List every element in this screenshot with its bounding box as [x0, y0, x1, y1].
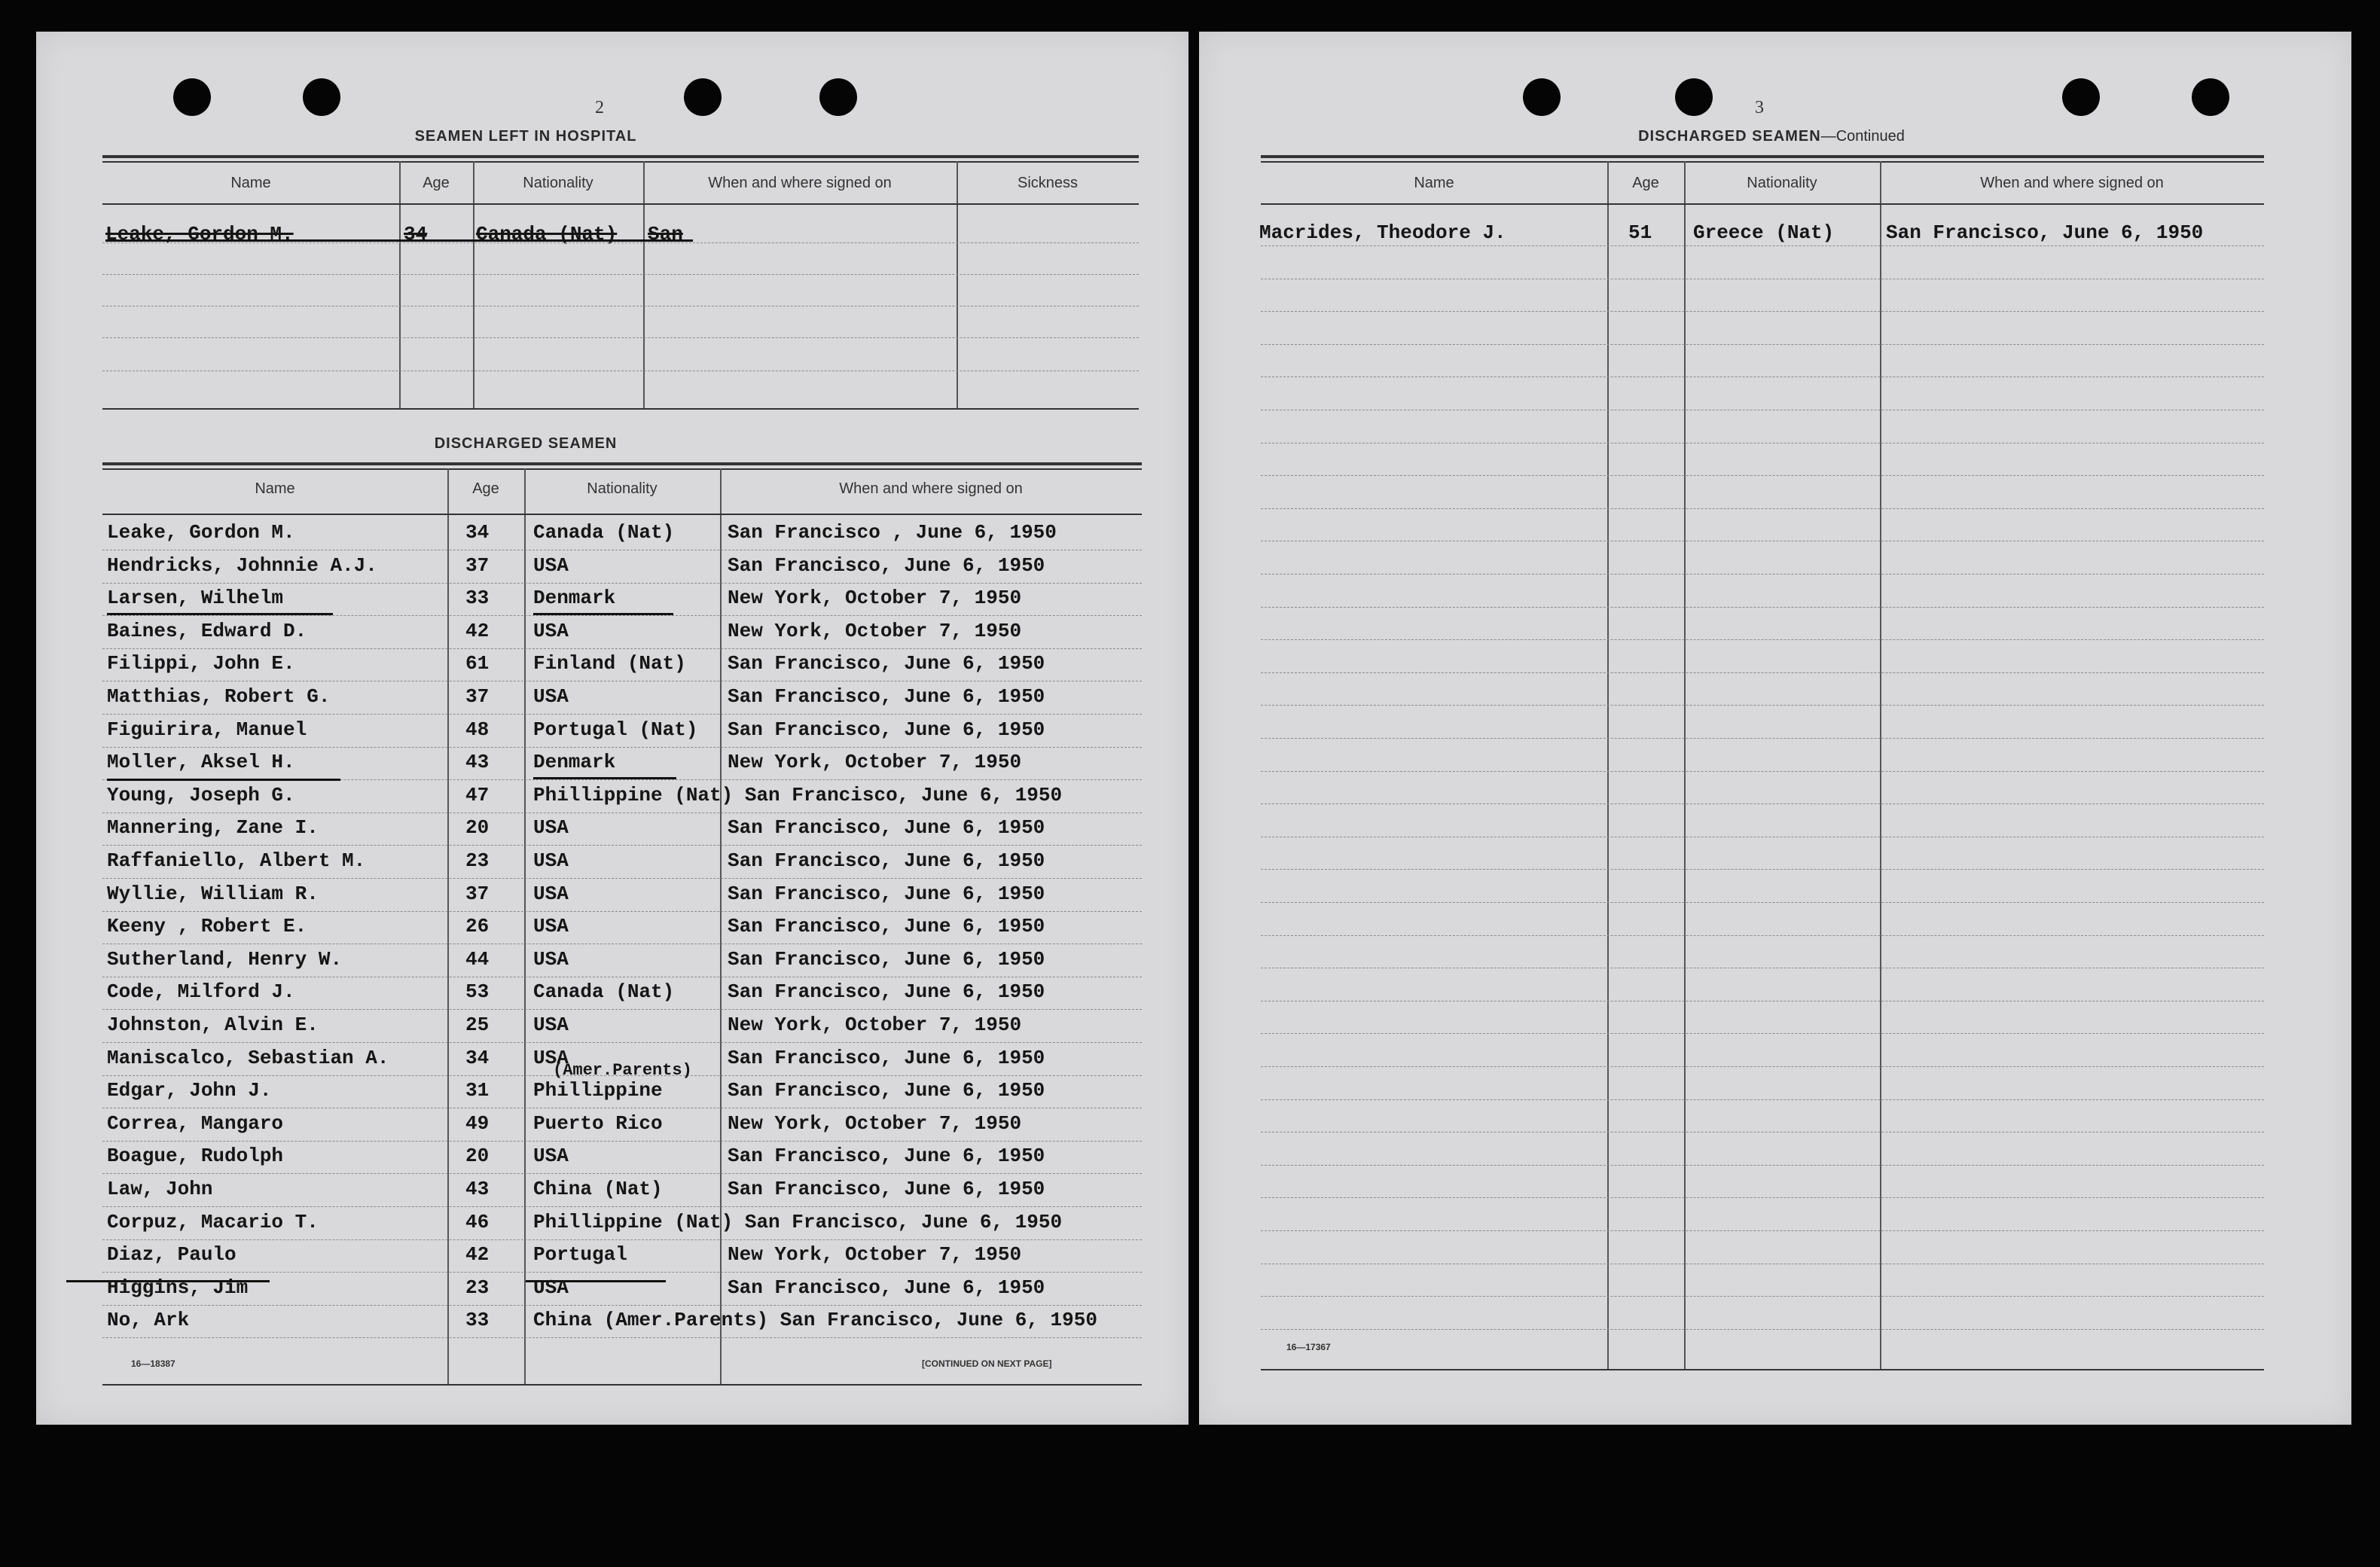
- discharged-signed-on: San Francisco, June 6, 1950: [728, 1046, 1045, 1069]
- discharged-name: Keeny , Robert E.: [107, 915, 307, 938]
- pen-underline: [107, 613, 333, 615]
- row-divider: [1261, 1066, 2264, 1067]
- discharged-nationality: USA: [533, 1014, 569, 1036]
- discharged-nationality: Portugal: [533, 1243, 627, 1267]
- punch-hole: [173, 78, 211, 116]
- discharged-name: Edgar, John J.: [107, 1079, 272, 1102]
- discharged-nationality: USA: [533, 915, 569, 938]
- right-page: [1199, 32, 2351, 1425]
- discharged-nationality: China (Nat): [533, 1178, 663, 1200]
- discharged-nationality: Portugal (Nat): [533, 718, 698, 741]
- discharged-signed-on: San Francisco, June 6, 1950: [728, 849, 1045, 872]
- discharged-nationality: Finland (Nat): [533, 652, 686, 675]
- hospital-col-age: Age: [423, 175, 450, 191]
- pen-underline: [533, 613, 673, 615]
- discharged-name: Moller, Aksel H.: [107, 751, 295, 774]
- discharged-name: Law, John: [107, 1178, 213, 1200]
- discharged-age: 46: [465, 1210, 490, 1233]
- discharged-name: Correa, Mangaro: [107, 1111, 284, 1135]
- page-number: 2: [595, 98, 604, 117]
- punch-hole: [2192, 78, 2229, 116]
- hospital-struck-age: 34: [404, 223, 428, 245]
- row-divider: [102, 878, 1142, 879]
- discharged-nationality: China (Amer.Parents) San Francisco, June 6, 1950: [533, 1309, 1097, 1332]
- row-divider: [1261, 705, 2264, 706]
- discharged-name: Raffaniello, Albert M.: [107, 849, 366, 872]
- discharged-name: Mannering, Zane I.: [107, 816, 319, 840]
- punch-hole: [684, 78, 722, 116]
- discharged-nationality: USA: [533, 882, 569, 905]
- discharged-age: 26: [465, 915, 490, 938]
- discharged-age: 25: [465, 1014, 490, 1036]
- discharged-section-title: DISCHARGED SEAMEN: [434, 435, 618, 452]
- right-row-nationality: Greece (Nat): [1693, 221, 1835, 244]
- discharged-signed-on: New York, October 7, 1950: [728, 751, 1022, 774]
- continued-note: [CONTINUED ON NEXT PAGE]: [922, 1358, 1052, 1369]
- discharged-nationality: USA: [533, 1046, 569, 1069]
- right-row-signed-on: San Francisco, June 6, 1950: [1886, 221, 2204, 244]
- row-divider: [102, 1337, 1142, 1338]
- discharged-nationality: Denmark: [533, 587, 616, 610]
- discharged-nationality: USA: [533, 947, 569, 971]
- punch-hole: [819, 78, 857, 116]
- discharged-name: Sutherland, Henry W.: [107, 947, 343, 971]
- discharged-age: 33: [465, 587, 490, 610]
- discharged-name: Baines, Edward D.: [107, 619, 307, 642]
- row-divider: [102, 911, 1142, 912]
- hospital-col-nationality: Nationality: [523, 175, 593, 191]
- discharged-name: Diaz, Paulo: [107, 1243, 236, 1267]
- row-divider: [1261, 1296, 2264, 1297]
- discharged-signed-on: San Francisco, June 6, 1950: [728, 1178, 1045, 1200]
- discharged-nationality: USA: [533, 816, 569, 840]
- form-code: 16—17367: [1286, 1342, 1331, 1352]
- discharged-name: Figuirira, Manuel: [107, 718, 307, 741]
- discharged-signed-on: San Francisco, June 6, 1950: [728, 816, 1045, 840]
- hospital-struck-name: Leake, Gordon M.: [105, 223, 294, 245]
- row-divider: [1261, 771, 2264, 772]
- discharged-signed-on: San Francisco, June 6, 1950: [728, 882, 1045, 905]
- discharged-name: Maniscalco, Sebastian A.: [107, 1046, 389, 1069]
- discharged-nationality: USA: [533, 849, 569, 872]
- discharged-age: 20: [465, 1145, 490, 1168]
- right-row-name: Macrides, Theodore J.: [1259, 221, 1506, 244]
- discharged-signed-on: San Francisco, June 6, 1950: [728, 718, 1045, 741]
- discharged-signed-on: New York, October 7, 1950: [728, 619, 1022, 642]
- hospital-struck-signed-on: San: [648, 223, 683, 245]
- row-divider: [1261, 311, 2264, 312]
- discharged-name: Hendricks, Johnnie A.J.: [107, 553, 377, 577]
- row-divider: [102, 648, 1142, 649]
- row-divider: [102, 812, 1142, 813]
- row-divider: [102, 1042, 1142, 1043]
- discharged-nationality: USA: [533, 1276, 569, 1299]
- row-divider: [102, 1009, 1142, 1010]
- discharged-nationality: Puerto Rico: [533, 1111, 663, 1135]
- discharged-nationality: USA: [533, 685, 569, 708]
- hospital-col-sickness: Sickness: [1017, 175, 1079, 191]
- row-divider: [1261, 869, 2264, 870]
- row-divider: [102, 1272, 1142, 1273]
- punch-hole: [303, 78, 340, 116]
- discharged-signed-on: San Francisco, June 6, 1950: [728, 1079, 1045, 1102]
- right-row-age: 51: [1628, 221, 1652, 244]
- discharged-name: Wyllie, William R.: [107, 882, 319, 905]
- row-divider: [102, 615, 1142, 616]
- hospital-struck-nationality: Canada (Nat): [476, 223, 618, 245]
- discharged-age: 48: [465, 718, 490, 741]
- discharged-signed-on: San Francisco, June 6, 1950: [728, 652, 1045, 675]
- discharged-age: 43: [465, 751, 490, 774]
- discharged-col-age: Age: [472, 480, 499, 497]
- discharged-nationality: Denmark: [533, 751, 616, 774]
- page-number: 3: [1755, 98, 1764, 117]
- row-divider: [1261, 639, 2264, 640]
- discharged-age: 49: [465, 1111, 490, 1135]
- continued-section-title: DISCHARGED SEAMEN—Continued: [1638, 128, 1905, 145]
- row-divider: [1261, 1329, 2264, 1330]
- discharged-age: 47: [465, 783, 490, 806]
- discharged-age: 53: [465, 980, 490, 1004]
- discharged-nationality: Phillippine (Nat) San Francisco, June 6, 1950: [533, 1210, 1063, 1233]
- pen-underline: [107, 779, 340, 781]
- row-divider: [102, 1173, 1142, 1174]
- discharged-signed-on: San Francisco, June 6, 1950: [728, 980, 1045, 1004]
- discharged-age: 20: [465, 816, 490, 840]
- left-page: [36, 32, 1188, 1425]
- discharged-signed-on: San Francisco , June 6, 1950: [728, 521, 1057, 544]
- row-divider: [1261, 672, 2264, 673]
- discharged-age: 23: [465, 849, 490, 872]
- row-divider: [1261, 1033, 2264, 1034]
- row-divider: [1261, 935, 2264, 936]
- discharged-name: Matthias, Robert G.: [107, 685, 331, 708]
- discharged-age: 42: [465, 619, 490, 642]
- form-code: 16—18387: [131, 1358, 175, 1369]
- row-divider: [1261, 1197, 2264, 1198]
- discharged-nationality: Canada (Nat): [533, 521, 675, 544]
- discharged-signed-on: San Francisco, June 6, 1950: [728, 915, 1045, 938]
- discharged-signed-on: New York, October 7, 1950: [728, 587, 1022, 610]
- row-divider: [1261, 1230, 2264, 1231]
- discharged-signed-on: San Francisco, June 6, 1950: [728, 947, 1045, 971]
- discharged-age: 42: [465, 1243, 490, 1267]
- row-divider: [102, 714, 1142, 715]
- row-divider: [1261, 574, 2264, 575]
- discharged-name: Leake, Gordon M.: [107, 521, 295, 544]
- discharged-age: 43: [465, 1178, 490, 1200]
- discharged-age: 37: [465, 882, 490, 905]
- discharged-age: 34: [465, 1046, 490, 1069]
- discharged-nationality: USA: [533, 619, 569, 642]
- discharged-nationality: Canada (Nat): [533, 980, 675, 1004]
- discharged-col-name: Name: [255, 480, 295, 497]
- row-divider: [1261, 738, 2264, 739]
- row-divider: [1261, 1165, 2264, 1166]
- row-divider: [1261, 508, 2264, 509]
- discharged-signed-on: San Francisco, June 6, 1950: [728, 553, 1045, 577]
- discharged-signed-on: San Francisco, June 6, 1950: [728, 685, 1045, 708]
- discharged-signed-on: San Francisco, June 6, 1950: [728, 1276, 1045, 1299]
- discharged-name: Filippi, John E.: [107, 652, 295, 675]
- row-divider: [1261, 1132, 2264, 1133]
- discharged-age: 37: [465, 685, 490, 708]
- pen-underline: [533, 777, 676, 779]
- discharged-name: Higgins, Jim: [107, 1276, 249, 1299]
- punch-hole: [2062, 78, 2100, 116]
- row-divider: [1261, 475, 2264, 476]
- discharged-nationality: Phillippine: [533, 1079, 663, 1102]
- discharged-age: 44: [465, 947, 490, 971]
- discharged-age: 61: [465, 652, 490, 675]
- strike-through-mark: [105, 239, 693, 242]
- hospital-col-signed-on: When and where signed on: [708, 175, 892, 191]
- row-divider: [1261, 344, 2264, 345]
- row-divider: [102, 583, 1142, 584]
- discharged-name: No, Ark: [107, 1309, 190, 1332]
- row-divider: [102, 747, 1142, 748]
- row-divider: [1261, 902, 2264, 903]
- discharged-name: Corpuz, Macario T.: [107, 1210, 319, 1233]
- right-col-nationality: Nationality: [1747, 175, 1817, 191]
- discharged-nationality-note: (Amer.Parents): [553, 1061, 692, 1081]
- row-divider: [1261, 245, 2264, 246]
- discharged-age: 37: [465, 553, 490, 577]
- discharged-name: Boague, Rudolph: [107, 1145, 284, 1168]
- discharged-nationality: USA: [533, 1145, 569, 1168]
- hospital-section-title: SEAMEN LEFT IN HOSPITAL: [414, 128, 637, 145]
- discharged-signed-on: San Francisco, June 6, 1950: [728, 1145, 1045, 1168]
- pen-underline: [526, 1280, 666, 1282]
- row-divider: [1261, 607, 2264, 608]
- discharged-age: 23: [465, 1276, 490, 1299]
- row-divider: [1261, 1099, 2264, 1100]
- row-divider: [1261, 443, 2264, 444]
- discharged-signed-on: New York, October 7, 1950: [728, 1111, 1022, 1135]
- discharged-col-nationality: Nationality: [587, 480, 658, 497]
- right-col-signed-on: When and where signed on: [1980, 175, 2164, 191]
- row-divider: [102, 845, 1142, 846]
- discharged-name: Code, Milford J.: [107, 980, 295, 1004]
- right-col-name: Name: [1414, 175, 1454, 191]
- discharged-nationality: Phillippine (Nat) San Francisco, June 6, 1950: [533, 783, 1063, 806]
- punch-hole: [1675, 78, 1713, 116]
- discharged-nationality: USA: [533, 553, 569, 577]
- discharged-signed-on: New York, October 7, 1950: [728, 1014, 1022, 1036]
- right-col-age: Age: [1632, 175, 1659, 191]
- discharged-name: Larsen, Wilhelm: [107, 587, 284, 610]
- discharged-signed-on: New York, October 7, 1950: [728, 1243, 1022, 1267]
- discharged-age: 31: [465, 1079, 490, 1102]
- discharged-name: Young, Joseph G.: [107, 783, 295, 806]
- discharged-age: 33: [465, 1309, 490, 1332]
- pen-underline: [66, 1280, 270, 1282]
- punch-hole: [1523, 78, 1561, 116]
- row-divider: [102, 1305, 1142, 1306]
- discharged-age: 34: [465, 521, 490, 544]
- row-divider: [102, 1239, 1142, 1240]
- discharged-col-signed-on: When and where signed on: [839, 480, 1023, 497]
- row-divider: [102, 1141, 1142, 1142]
- hospital-col-name: Name: [230, 175, 271, 191]
- row-divider: [102, 1206, 1142, 1207]
- discharged-name: Johnston, Alvin E.: [107, 1014, 319, 1036]
- row-divider: [1261, 803, 2264, 804]
